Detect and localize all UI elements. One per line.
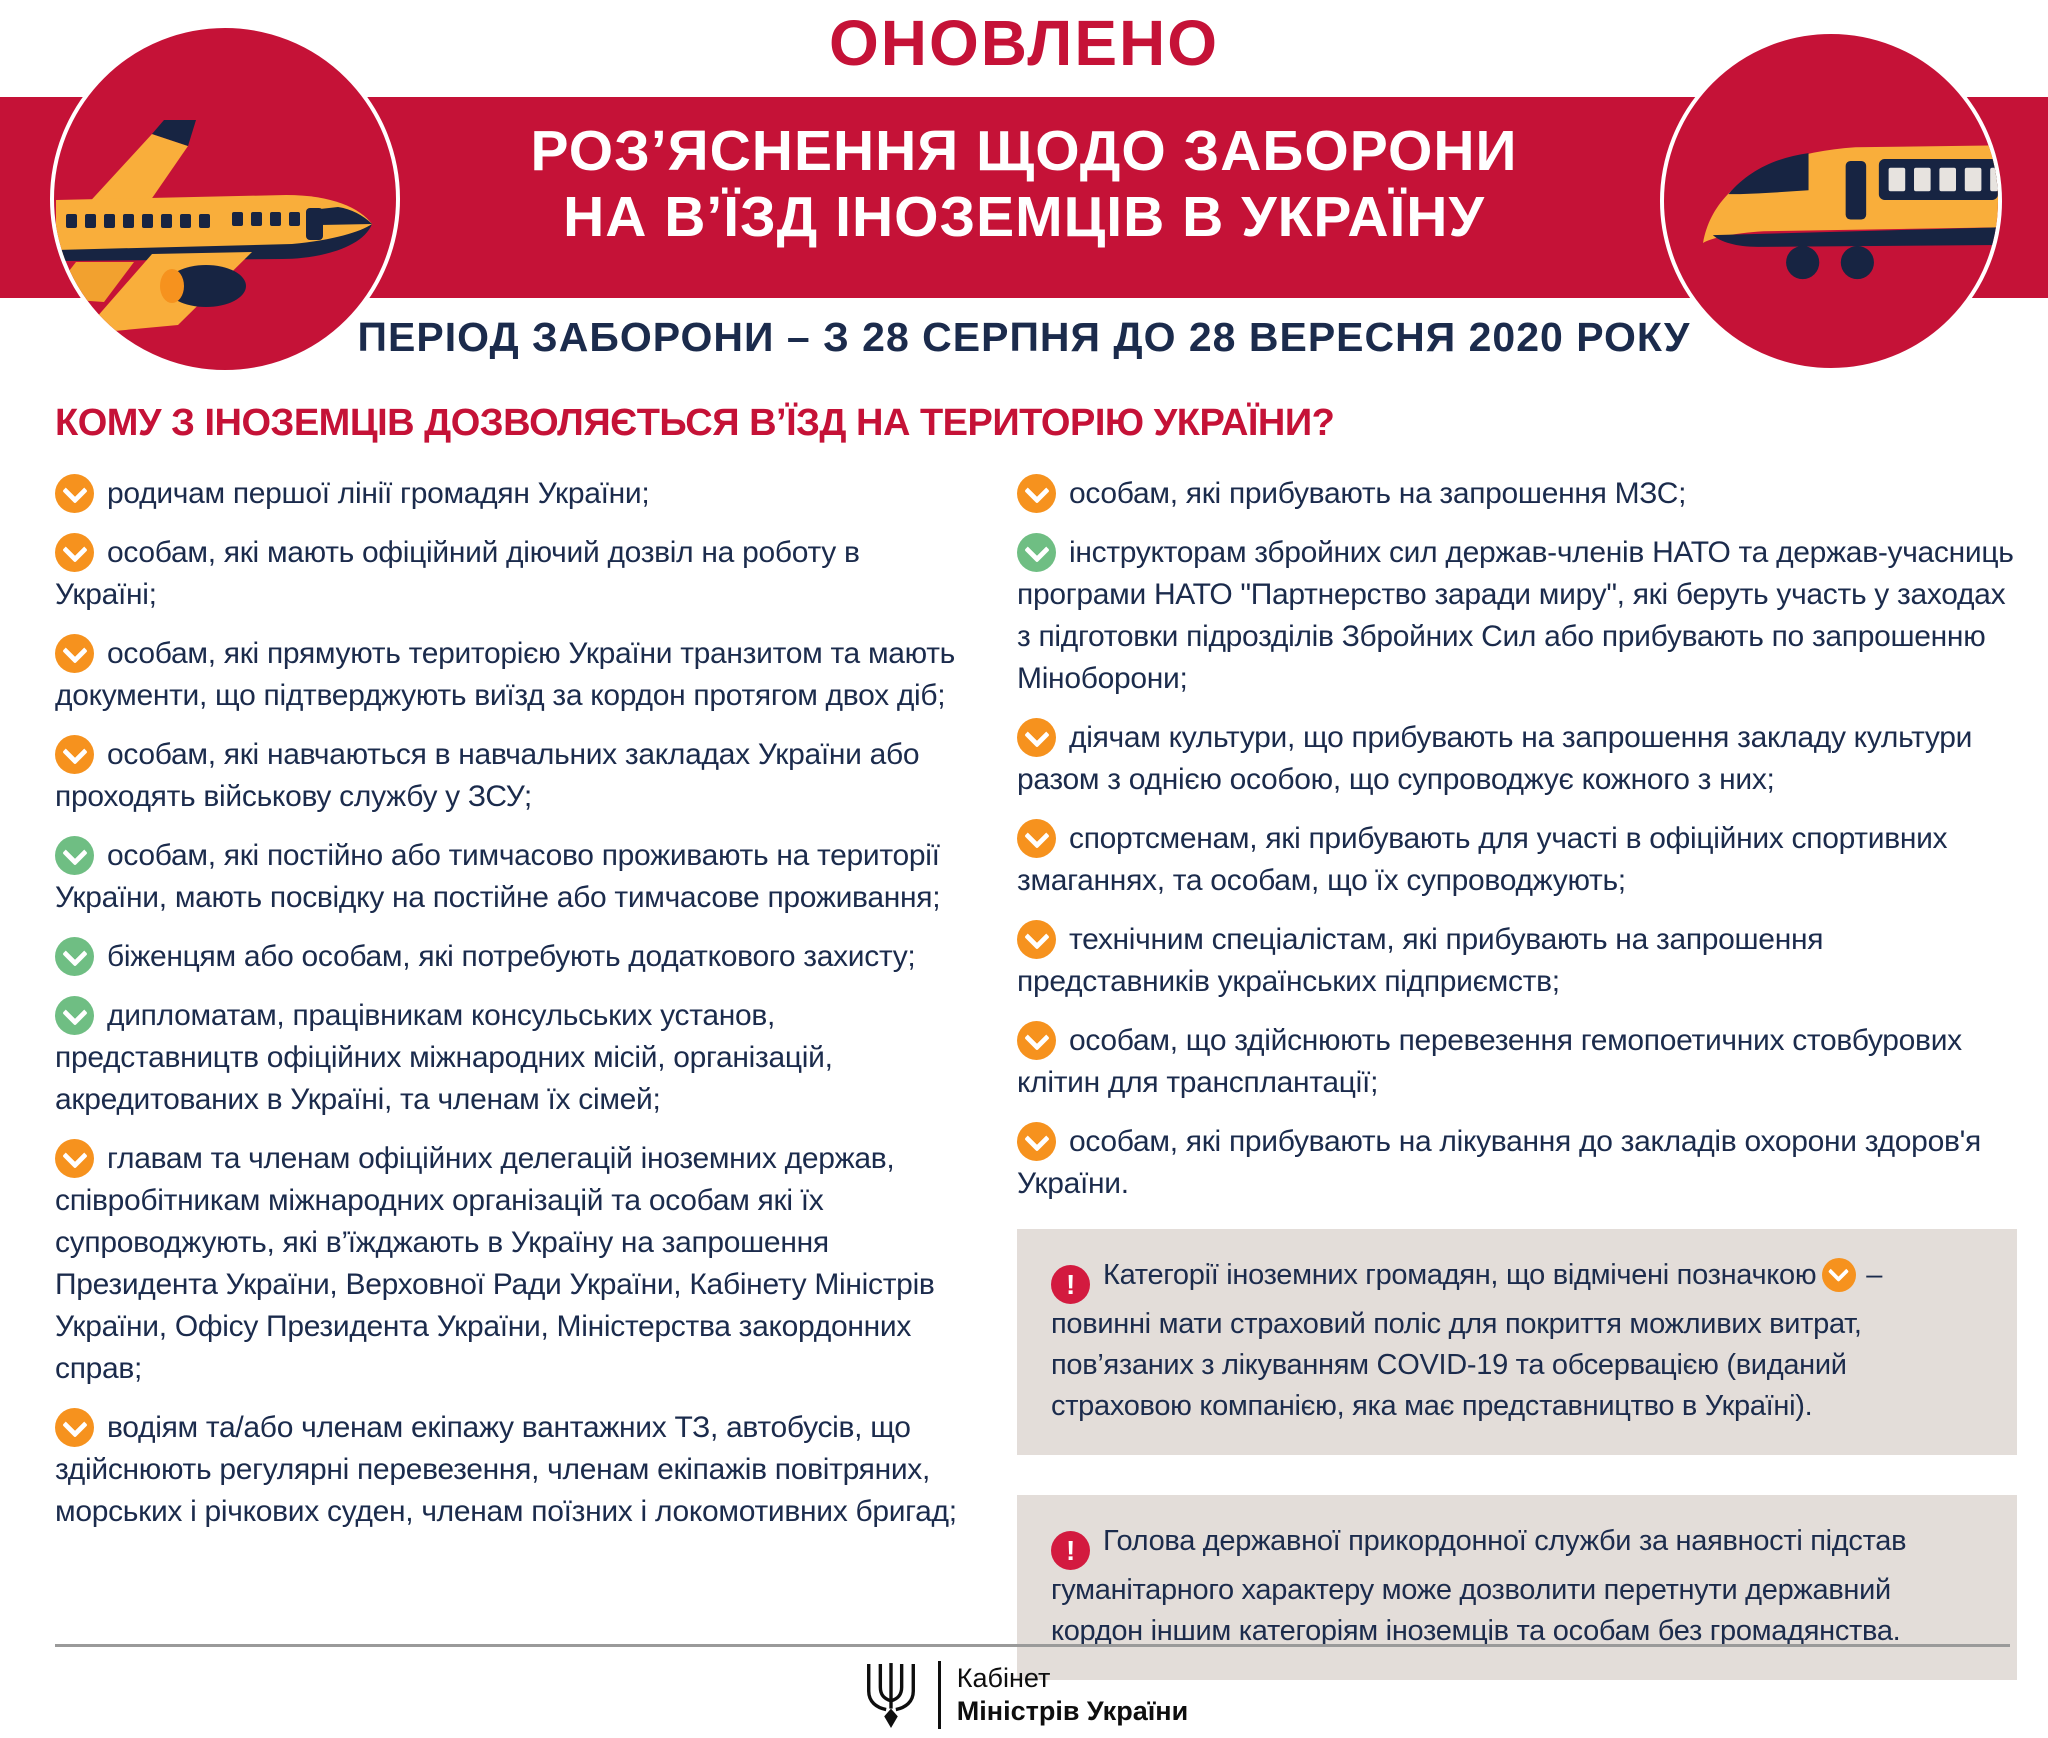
list-item-text: особам, які мають офіційний діючий дозвіл на роботу в Україні; (55, 536, 860, 611)
list-item-text: дипломатам, працівникам консульських установ, представництв офіційних міжнародних місій, організацій, акредитованих в Україні, та членам їх сімей; (55, 999, 833, 1116)
airplane-badge (50, 24, 400, 374)
insurance-note-text-after: – повинні мати страховий поліс для покриття можливих витрат, пов’язаних з лікуванням COVID-19 та обсервацією (виданий страховою компанією, яка має представництво в Україні). (1051, 1259, 1883, 1422)
airplane-icon (54, 28, 396, 370)
ban-period-label: ПЕРІОД ЗАБОРОНИ – З 28 СЕРПНЯ ДО 28 ВЕРЕСНЯ 2020 РОКУ (357, 314, 1691, 360)
list-item (55, 835, 967, 919)
insurance-note-text-before: Категорії іноземних громадян, що відмічені позначкою (1103, 1259, 1817, 1291)
list-item (55, 995, 967, 1121)
org-name-line1: Кабінет (956, 1663, 1051, 1693)
chevron-down-icon (55, 1408, 94, 1447)
chevron-down-icon (1017, 1021, 1056, 1060)
insurance-note (1017, 1229, 2017, 1455)
list-item (1017, 717, 2017, 801)
footer-divider (55, 1644, 2010, 1647)
main-content (55, 402, 2017, 1680)
border-chief-note (1017, 1495, 2017, 1680)
updated-label: ОНОВЛЕНО (829, 7, 1219, 79)
list-item (1017, 818, 2017, 902)
trident-icon (860, 1658, 922, 1732)
border-chief-note-text: Голова державної прикордонної служби за наявності підстав гуманітарного характеру може дозволити перетнути державний кордон іншим категоріям іноземців та особам без громадянства. (1051, 1525, 1907, 1647)
list-item-text: особам, що здійснюють перевезення гемопоетичних стовбурових клітин для трансплантації; (1017, 1024, 1962, 1099)
chevron-down-icon (55, 533, 94, 572)
list-item-text: особам, які прибувають на лікування до закладів охорони здоров'я України. (1017, 1125, 1981, 1200)
chevron-down-icon (1017, 1122, 1056, 1161)
page-title-line2: НА В’ЇЗД ІНОЗЕМЦІВ В УКРАЇНУ (563, 185, 1485, 249)
exclamation-icon: ! (1051, 1265, 1090, 1304)
list-item-text: особам, які прямують територією України транзитом та мають документи, що підтверджують виїзд за кордон протягом двох діб; (55, 637, 955, 712)
list-item-text: главам та членам офіційних делегацій іноземних держав, співробітникам міжнародних організацій та особам які їх супроводжують, які в’їжджають в Україну на запрошення Президента України, Верховної Ради України, Кабінету Міністрів України, Офісу Президента України, Міністерства закордонних справ; (55, 1142, 935, 1385)
list-item (55, 1407, 967, 1533)
list-item-text: технічним спеціалістам, які прибувають на запрошення представників українських підприємств; (1017, 923, 1824, 998)
list-item-text: особам, які постійно або тимчасово проживають на території України, мають посвідку на постійне або тимчасове проживання; (55, 839, 941, 914)
allowed-list-left (55, 473, 967, 1550)
list-item (55, 936, 967, 978)
chevron-down-icon (55, 937, 94, 976)
list-item-text: родичам першої лінії громадян України; (107, 477, 650, 510)
chevron-down-icon (55, 634, 94, 673)
page-title-line1: РОЗ’ЯСНЕННЯ ЩОДО ЗАБОРОНИ (530, 119, 1518, 183)
list-item-text: спортсменам, які прибувають для участі в офіційних спортивних змаганнях, та особам, що їх супроводжують; (1017, 822, 1948, 897)
section-heading: КОМУ З ІНОЗЕМЦІВ ДОЗВОЛЯЄТЬСЯ В’ЇЗД НА ТЕРИТОРІЮ УКРАЇНИ? (55, 402, 1335, 444)
list-item (55, 633, 967, 717)
list-item-text: водіям та/або членам екіпажу вантажних ТЗ, автобусів, що здійснюють регулярні перевезення, членам екіпажів повітряних, морських і річкових суден, членам поїзних і локомотивних бригад; (55, 1411, 957, 1528)
list-item (55, 1138, 967, 1390)
list-item-text: біженцям або особам, які потребують додаткового захисту; (107, 940, 916, 973)
list-item (1017, 532, 2017, 700)
list-item-text: інструкторам збройних сил держав-членів НАТО та держав-учасниць програми НАТО "Партнерство заради миру", які беруть участь у заходах з підготовки підрозділів Збройних Сил або прибувають по запрошенню Міноборони; (1017, 536, 2014, 695)
chevron-down-icon (55, 735, 94, 774)
list-item (55, 734, 967, 818)
chevron-down-icon (1017, 533, 1056, 572)
list-item-text: діячам культури, що прибувають на запрошення закладу культури разом з однією особою, що супроводжує кожного з них; (1017, 721, 1973, 796)
chevron-down-icon (55, 996, 94, 1035)
list-item (1017, 919, 2017, 1003)
footer-logo-separator (938, 1661, 941, 1729)
allowed-list-right (1017, 473, 2017, 1680)
chevron-down-icon (1017, 474, 1056, 513)
exclamation-icon: ! (1051, 1531, 1090, 1570)
chevron-down-icon (55, 836, 94, 875)
list-item (55, 473, 967, 515)
train-icon (1664, 34, 1998, 368)
chevron-down-icon (1822, 1258, 1856, 1292)
list-item (1017, 1020, 2017, 1104)
chevron-down-icon (1017, 718, 1056, 757)
chevron-down-icon (55, 474, 94, 513)
footer-logo (0, 1658, 2048, 1732)
org-name-line2: Міністрів України (956, 1696, 1189, 1726)
chevron-down-icon (1017, 920, 1056, 959)
list-item (55, 532, 967, 616)
train-badge (1660, 30, 2002, 372)
list-item-text: особам, які навчаються в навчальних закладах України або проходять військову службу у ЗСУ; (55, 738, 920, 813)
chevron-down-icon (1017, 819, 1056, 858)
list-item (1017, 1121, 2017, 1205)
chevron-down-icon (55, 1139, 94, 1178)
list-item (1017, 473, 2017, 515)
list-item-text: особам, які прибувають на запрошення МЗС; (1069, 477, 1687, 510)
